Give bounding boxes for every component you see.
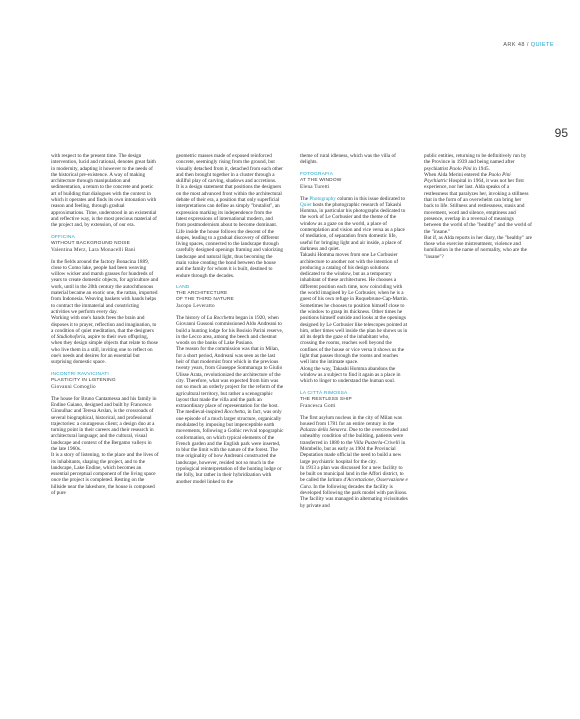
running-head [0, 42, 554, 48]
section-label: QUIETE [530, 42, 554, 48]
text-column-4 [424, 153, 532, 266]
section-tag: LAND [176, 284, 190, 290]
section-title-line-2: OF THE THIRD NATURE [176, 296, 234, 302]
paragraph: with respect to the present time. The design intervention, lucid and rational, denotes great faith in modernity, adapting it however to the needs of the historical pre-existence. A way of making architecture through manipulation and sedimentation, a return to the concrete and poetic art of building that dialogues with the context in which it operates and finds its own intonation with reason and feeling, through gradual approximations. Time, understood in an existential and reflective way, is the most precious material of the project and, by extension, of our era. [51, 153, 157, 229]
paragraph: The history of La Rocchetta began in 1920, when Giovanni Gussoni commissioned Aldo Andreani to build a hunting lodge for his Bosisio Parini reserve, in the Lecco area, among the beech and chestnut woods on the banks of Lake Pusiano. [176, 314, 284, 347]
paragraph: But if, as Alda reports in her diary, the "healthy" are those who exercise mistreatment, violence and humiliation in the name of normality, who are the "insane"? [424, 234, 532, 260]
section-title: WITHOUT BACKGROUND NOISE [51, 240, 131, 246]
section-author: Francesca Gotti [300, 402, 336, 409]
section-heading [300, 391, 408, 409]
paragraph: The medieval-inspired Rocchetta, in fact, was only one episode of a much larger structure, organically modulated by imposing but imperceptible earth movements, following a Gothic revival topographic conformation, on which typical elements of the French garden and the English park were inserted, to blur the limit with the nature of the forest. The true originality of how Andreani constructed the landscape, however, resided not so much in the typological reinterpretation of the hunting lodge or the folly, but rather in their hybridization with another model linked to the [176, 409, 284, 485]
section-title: THE RESTLESS SHIP [300, 396, 352, 402]
paragraph: When Alda Merini entered the Paolo Pini Psychiatric Hospital in 1964, it was not her first experience, nor her last. Alda speaks of a restlessness that paralyzes her, invoking a stillness that in the form of an overwhelm can bring her back to life. Stillness and restlessness, stasis and movement, word and silence, emptiness and presence, overlap in a reversal of meanings between the world of the "healthy" and the world of the "insane." [424, 171, 532, 235]
section-tag: LA CITTÀ RIMOSSA [300, 390, 348, 396]
section-tag: INCONTRI RAVVICINATI [51, 371, 109, 377]
text-column-3 [300, 153, 408, 515]
paragraph: In the fields around the factory Bonacina 1889, close to Como lake, people had been weaving willow wicker and marsh grasses for hundreds of years to create domestic objects, for agriculture and work, until in the 20th century the autochthonous material became an exotic one, the rattan, imported from Indonesia. Weaving baskets with hands helps to contract the immaterial and constricting activities we perform every day. [51, 258, 159, 315]
paragraph: It is a design statement that positions the designers on the most advanced front within the architectural debate of their era, a position that only superficial interpretations can define as simply "brutalist", an expression marking its independence from the latest expressions of international modern, and from postmodernism about to become dominant. [176, 184, 282, 229]
section-author: Valentina Merz, Lara Monacelli Bani [51, 246, 136, 253]
paragraph: Along the way, Takashi Homma abandons the window as a subject to find it again as a place in which to linger to understand the human soul. [300, 365, 401, 385]
paragraph: The facility was managed in alternating vicissitudes by private and [300, 496, 408, 509]
paragraph: geometric masses made of exposed reinforced concrete, seemingly rising from the ground, but visually detached from it, detached from each other and then brought together in a cluster through a skillful play of carving, shadows and accretions. [176, 153, 283, 185]
issue-label: ARK 48 / [503, 42, 531, 48]
text-column-1 [51, 153, 159, 502]
paragraph: Life inside the house follows the descent of the slopes, leading to a gradual discovery of different living spaces, connected to the landscape through carefully designed openings framing and valorizing landscape and natural light, thus becoming the main value creating the bond between the house and the family for whom it is built, destined to endure through the decades. [176, 228, 284, 279]
paragraph: In 1913 a plan was discussed for a new facility to be built on municipal land in the Affori district, to be called the Istituto d'Accettazione, Osservazione e Cura. In the following decades the facility is developed following the park model with pavilions. [300, 464, 408, 497]
section-heading [51, 235, 159, 253]
section-heading [176, 285, 284, 309]
section-title: THE ARCHITECTURE [176, 290, 228, 296]
page-number: 95 [554, 126, 568, 140]
section-heading [300, 172, 408, 190]
section-title: PLASTICITY IN LISTENING [51, 377, 116, 383]
section-author: Jacopo Leveratto [176, 302, 215, 309]
paragraph: The reason for the commission was that in Milan, for a short period, Andreani was seen as the last heir of that modernist front which in the previous twenty years, from Giuseppe Sommaruga to Giulio Ulisse Arata, revolutionized the architecture of the city. Therefore, what was expected from him was not so much an orderly project for the reform of the agricultural territory, but rather a scenographic layout that made the villa and the park an extraordinary place of representation for the host. [176, 346, 284, 410]
text-column-2 [176, 153, 284, 491]
paragraph: Takashi Homma moves from one Le Corbusier architecture to another not with the intention of producing a catalog of his design solutions dedicated to the window, but as a temporary inhabitant of these architectures. He chooses a different position each time, now coinciding with the world imagined by Le Corbusier, when he is a guest of his own refuge in Roquebrune-Cap-Martin. Sometimes he chooses to position himself close to the window to grasp its thickness. Other times he positions himself outside and looks at the openings designed by Le Corbusier like telescopes pointed at him, other times well inside the plan he shows us in all its depth the gaze of the inhabitant who, crossing the rooms, reaches well beyond the confines of the house or vice versa it shows us the light that passes through the rooms and reaches well into the intimate space. [300, 252, 408, 366]
paragraph: It is a story of listening, to the place and the lives of its inhabitants, shaping the project, and to the landscape, Lake Endine, which becomes an essential perceptual component of the living space once the project is completed. Resting on the hillside near the lakeshore, the house is composed of pure [51, 452, 159, 497]
section-author: Elena Turetti [300, 183, 330, 190]
paragraph: The Photography column in this issue dedicated to Quiet hosts the photographic research of Takashi Homma, in particular his photographs dedicated to the work of Le Corbusier and the theme of the window as a gaze on the world, a place of contemplation and vision and vice versa as a place of mediation, of separation from domestic life, useful for bringing light and air inside, a place of darkness and quiet. [300, 195, 406, 252]
paragraph: The house for Bruno Cantamessa and his family in Endine Gaiano, designed and built by Francesco Ginoulhac and Teresa Arslan, is the crossroads of several biographical, historical, and professional trajectories: a courageous client; a design duo at a turning point in their careers and their research in architectural language; and the cultural, visual landscape and context of the Bergamo valleys in the late 1960s. [51, 395, 157, 452]
section-title: AT THE WINDOW [300, 177, 342, 183]
paragraph: The first asylum nucleus in the city of Milan was housed from 1781 for an entire century in the Palazzo della Senavra. Due to the overcrowded and unhealthy condition of the building, patients were transferred in 1880 to the Villa Pusterla-Crivelli in Mombello, but as early as 1904 the Provincial Deputation made official the need to build a new large psychiatric hospital for the city. [300, 414, 408, 465]
paragraph: theme of rural idleness, which was the villa of delights. [300, 153, 396, 166]
section-tag: FOTOGRAFIA [300, 171, 334, 177]
section-heading [51, 372, 159, 390]
section-tag: OFFICINA [51, 234, 75, 240]
paragraph: Working with one's hands frees the brain and disposes it to prayer, reflection and imagination, to a condition of quiet meditation, that the designers of Studiohoforia, aspire to their own offspring, when they design simple objects that relate to those who live them in a still, inviting one to reflect on one's needs and desires for an essential but surprising domestic space. [51, 315, 158, 366]
paragraph: public entities, returning to be definitively run by the Province in 1939 and being named after psychiatrist Paolo Pini in 1945. [424, 153, 527, 172]
section-author: Giovanni Comoglio [51, 383, 96, 390]
